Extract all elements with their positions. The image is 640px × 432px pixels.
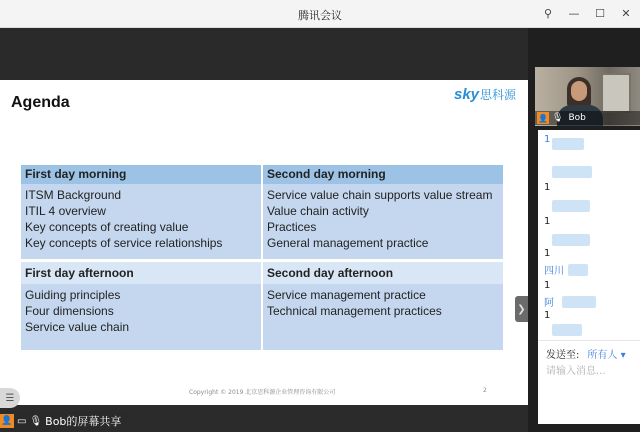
share-status-bar	[0, 411, 127, 431]
chat-name-blur	[552, 166, 592, 178]
chat-message: 1	[544, 182, 551, 193]
chat-name-blur	[552, 234, 590, 246]
chat-name-blur	[552, 138, 584, 150]
participant-name: Bob	[568, 113, 586, 123]
chat-input[interactable]: 请输入消息...	[546, 366, 606, 377]
agenda-header-row-2	[21, 262, 503, 284]
chat-sender: 阿	[544, 298, 554, 309]
chat-message: 1	[544, 280, 551, 291]
agenda-item: Technical management practices	[267, 304, 442, 318]
agenda-table	[21, 165, 503, 350]
afternoon-day1-items	[21, 284, 262, 350]
agenda-item: Service management practice	[267, 288, 426, 302]
agenda-item: ITSM Background	[25, 188, 122, 202]
video-window-shape	[601, 73, 631, 113]
header-first-day-morning: First day morning	[21, 165, 262, 184]
slide-footer-copyright: Copyright © 2019 北京思科源企业管理咨询有限公司	[189, 389, 336, 396]
send-to-row	[546, 346, 626, 361]
chat-divider	[538, 340, 640, 341]
agenda-item: Four dimensions	[25, 304, 114, 318]
chat-messages[interactable]	[538, 130, 640, 340]
agenda-item: Service value chain	[25, 320, 130, 334]
pin-icon[interactable]: ⚲	[543, 6, 553, 20]
agenda-item: ITIL 4 overview	[25, 204, 106, 218]
microphone-icon: 🎙	[552, 113, 564, 123]
agenda-item: Key concepts of creating value	[25, 220, 189, 234]
presentation-slide	[0, 80, 528, 405]
agenda-item: Value chain activity	[267, 204, 369, 218]
microphone-icon: 🎙	[29, 415, 43, 427]
chat-message: 1	[544, 248, 551, 259]
slide-page-number: 2	[483, 387, 487, 394]
agenda-item: Service value chain supports value stream	[267, 188, 493, 202]
close-icon[interactable]: ✕	[621, 6, 631, 20]
morning-day2-items	[262, 184, 503, 259]
video-person-face	[571, 81, 587, 101]
send-target-value: 所有人	[587, 350, 618, 361]
agenda-item: General management practice	[267, 236, 429, 250]
header-first-day-afternoon: First day afternoon	[21, 262, 262, 284]
video-name-bar	[535, 111, 640, 125]
afternoon-day2-items	[262, 284, 503, 350]
agenda-body-row-2	[21, 284, 503, 350]
chevron-down-icon: ▾	[620, 350, 626, 361]
logo-cn-text: 思科源	[480, 88, 517, 102]
header-second-day-afternoon: Second day afternoon	[262, 262, 503, 284]
morning-day1-items	[21, 184, 262, 259]
collapse-panel-icon[interactable]: ❯	[515, 296, 528, 322]
minimize-icon[interactable]: —	[568, 6, 580, 20]
user-icon: 👤	[538, 113, 548, 123]
chat-sender: 四川	[544, 266, 564, 277]
logo-sky-text: sky	[454, 86, 480, 103]
chat-message: 1	[544, 216, 551, 227]
chat-message: 1	[544, 310, 551, 321]
screen-share-icon: ▭	[17, 415, 27, 427]
chat-sender: 1	[544, 134, 551, 145]
agenda-body-row-1	[21, 184, 503, 259]
agenda-item: Key concepts of service relationships	[25, 236, 223, 250]
chat-name-blur	[562, 296, 596, 308]
company-logo	[454, 86, 516, 103]
user-icon: 👤	[1, 416, 13, 426]
agenda-header-row-1	[21, 165, 503, 184]
window-titlebar	[0, 0, 640, 28]
chat-name-blur	[552, 324, 582, 336]
window-controls	[540, 5, 634, 21]
chat-panel	[538, 130, 640, 424]
chat-name-blur	[552, 200, 590, 212]
shared-screen	[0, 28, 528, 432]
send-target-dropdown[interactable]	[587, 346, 625, 361]
list-menu-icon[interactable]: ☰	[0, 388, 20, 408]
header-second-day-morning: Second day morning	[262, 165, 503, 184]
window-title: 腾讯会议	[298, 9, 342, 22]
share-status-text: Bob的屏幕共享	[45, 415, 122, 428]
agenda-item: Guiding principles	[25, 288, 121, 302]
maximize-icon[interactable]: ☐	[595, 6, 605, 20]
agenda-item: Practices	[267, 220, 317, 234]
chat-name-blur	[568, 264, 588, 276]
shared-screen-top	[0, 28, 528, 80]
send-to-label: 发送至:	[546, 350, 580, 361]
slide-title: Agenda	[11, 94, 70, 111]
